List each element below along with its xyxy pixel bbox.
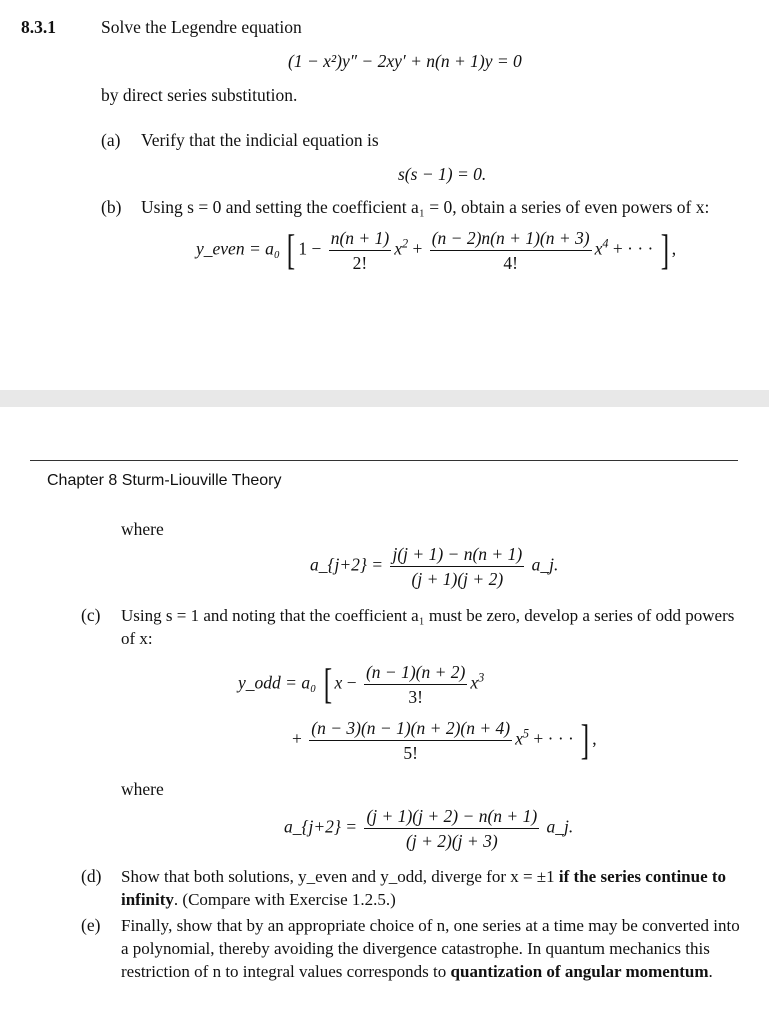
recurrence-even-rhs: a_j. <box>531 554 559 575</box>
part-e-text-post: . <box>708 962 713 981</box>
odd-series-lhs: y_odd = a₀ <box>238 672 317 693</box>
part-d-text-bold: if the series continue to infinity <box>121 867 727 909</box>
page-break-band <box>0 390 769 407</box>
odd-term1-numerator: (n − 1)(n + 2) <box>364 662 467 685</box>
part-c-text: Using s = 1 and noting that the coefficient a₁ must be zero, develop a series of odd powers of x: <box>121 606 735 648</box>
even-term2-denominator: 4! <box>503 253 518 273</box>
indicial-equation: s(s − 1) = 0. <box>398 164 487 184</box>
odd-term2-denominator: 5! <box>403 743 418 763</box>
odd-term1-denominator: 3! <box>408 687 423 707</box>
recurrence-even-lhs: a_{j+2} = <box>310 554 384 575</box>
odd-series-line1: y_odd = a₀ [ x − $\frac{(n - 1)(n + 2)}{3!}$ $x^3$ <box>238 661 485 708</box>
even-term1-numerator: n(n + 1) <box>329 228 391 251</box>
part-d-label: (d) <box>81 866 102 886</box>
part-e-label: (e) <box>81 915 101 935</box>
part-a-text: Verify that the indicial equation is <box>141 130 379 150</box>
exercise-number: 8.3.1 <box>21 17 56 37</box>
recurrence-odd-lhs: a_{j+2} = <box>284 816 358 837</box>
odd-term2-numerator: (n − 3)(n − 1)(n + 2)(n + 4) <box>309 718 512 741</box>
part-d-text-pre: Show that both solutions, y_even and y_odd, diverge for x = ±1 <box>121 867 555 886</box>
part-d-text-post: . (Compare with Exercise 1.2.5.) <box>173 890 396 909</box>
recurrence-even-numerator: j(j + 1) − n(n + 1) <box>390 544 524 567</box>
part-e-text <box>121 914 746 983</box>
recurrence-odd <box>284 806 573 851</box>
part-d-text <box>121 865 746 911</box>
where-label-1: where <box>121 519 164 539</box>
even-series-equation: y_even = a₀ [ 1 − $\frac{n(n + 1)}{2!}$ $x^2$ + $\frac{(n - 2)n(n + 1)(n + 3)}{4!}$ $x^4$ + · · · ] , <box>196 227 677 274</box>
exercise-method: by direct series substitution. <box>101 85 298 105</box>
odd-series-line2: + $\frac{(n - 3)(n - 1)(n + 2)(n + 4)}{5!}$ $x^5$ + · · · ] , <box>292 717 597 764</box>
part-b-text: Using s = 0 and setting the coefficient a₁ = 0, obtain a series of even powers of x: <box>141 197 710 217</box>
legendre-equation: (1 − x²)y″ − 2xy′ + n(n + 1)y = 0 <box>288 51 522 71</box>
even-term2-numerator: (n − 2)n(n + 1)(n + 3) <box>430 228 592 251</box>
chapter-header: Chapter 8 Sturm-Liouville Theory <box>47 472 282 489</box>
part-a-label: (a) <box>101 130 121 150</box>
recurrence-even <box>310 544 558 589</box>
part-e-text-bold: quantization of angular momentum <box>450 962 709 981</box>
page-header-rule <box>30 460 738 461</box>
part-e-text-pre: Finally, show that by an appropriate choice of n, one series at a time may be converted into a polynomial, thereby avoiding the divergence catastrophe. In quantum mechanics this restriction of n to integral values corresponds to <box>121 916 740 981</box>
exercise-intro: Solve the Legendre equation <box>101 17 302 37</box>
even-term1-denominator: 2! <box>352 253 368 273</box>
even-series-lhs: y_even = a₀ <box>196 238 280 259</box>
part-c-label: (c) <box>81 605 101 625</box>
where-label-2: where <box>121 779 164 799</box>
part-b-label: (b) <box>101 197 122 217</box>
recurrence-odd-denominator: (j + 2)(j + 3) <box>406 831 498 851</box>
recurrence-odd-rhs: a_j. <box>546 816 574 837</box>
recurrence-even-denominator: (j + 1)(j + 2) <box>411 569 504 589</box>
recurrence-odd-numerator: (j + 1)(j + 2) − n(n + 1) <box>364 806 539 829</box>
